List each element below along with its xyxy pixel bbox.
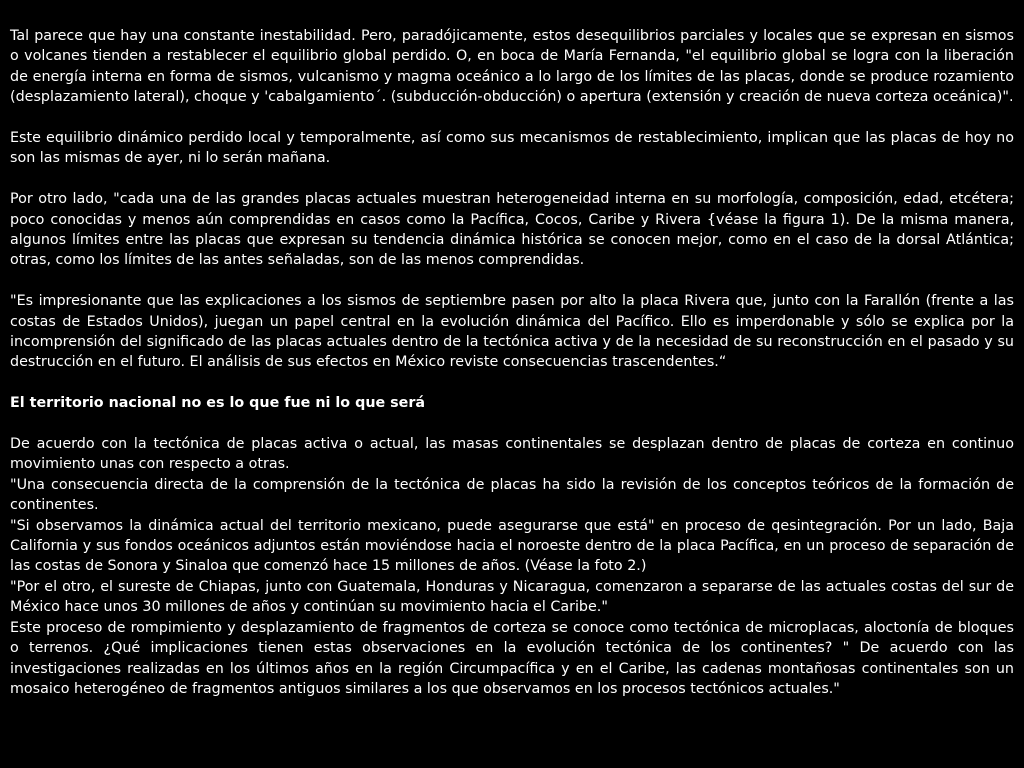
- paragraph-microplacas: Este proceso de rompimiento y desplazamiento de fragmentos de corteza se conoce como tectónica de microplacas, aloctonía de bloques o terrenos. ¿Qué implicaciones tienen estas observaciones en la evolución tectónica de los continentes? " De acuerdo con las investigaciones realizadas en los últimos años en la región Circumpacífica y en el Caribe, las cadenas montañosas continentales son un mosaico heterogéneo de fragmentos antiguos similares a los que observamos en los procesos tectónicos actuales.": [10, 619, 1014, 697]
- paragraph-sureste-chiapas: "Por el otro, el sureste de Chiapas, junto con Guatemala, Honduras y Nicaragua, comenzaron a separarse de las actuales costas del sur de México hace unos 30 millones de años y continúan su movimiento hacia el Caribe.": [10, 578, 1014, 616]
- paragraph-consecuencia-directa: "Una consecuencia directa de la comprensión de la tectónica de placas ha sido la revisión de los conceptos teóricos de la formación de continentes.: [10, 476, 1014, 514]
- paragraph-gap: [10, 414, 1014, 434]
- paragraph-gap: [10, 271, 1014, 291]
- paragraph-placa-rivera: "Es impresionante que las explicaciones a los sismos de septiembre pasen por alto la placa Rivera que, junto con la Farallón (frente a las costas de Estados Unidos), juegan un papel central en la evolución dinámica del Pacífico. Ello es imperdonable y sólo se explica por la incomprensión del significado de las placas actuales dentro de la tectónica activa y de la necesidad de su reconstrucción en el pasado y su destrucción en el futuro. El análisis de sus efectos en México reviste consecuencias trascendentes.“: [10, 293, 1014, 371]
- paragraph-territorio-mexicano: "Si observamos la dinámica actual del territorio mexicano, puede asegurarse que está" en proceso de qesintegración. Por un lado, Baja California y sus fondos oceánicos adjuntos están moviéndose hacia el noroeste dentro de la placa Pacífica, en un proceso de separación de las costas de Sonora y Sinaloa que comenzó hace 15 millones de años. (Véase la foto 2.): [10, 517, 1014, 575]
- paragraph-gap: [10, 108, 1014, 128]
- paragraph-masas-continentales: De acuerdo con la tectónica de placas activa o actual, las masas continentales se desplazan dentro de placas de corteza en continuo movimiento unas con respecto a otras.: [10, 436, 1014, 473]
- paragraph-heterogeneidad: Por otro lado, "cada una de las grandes placas actuales muestran heterogeneidad interna en su morfología, composición, edad, etcétera; poco conocidas y menos aún comprendidas en casos como la Pacífica, Cocos, Caribe y Rivera {véase la figura 1). De la misma manera, algunos límites entre las placas que expresan su tendencia dinámica histórica se conocen mejor, como en el caso de la dorsal Atlántica; otras, como los límites de las antes señaladas, son de las menos comprendidas.: [10, 191, 1014, 269]
- paragraph-gap: [10, 373, 1014, 393]
- section-heading: El territorio nacional no es lo que fue ni lo que será: [10, 395, 426, 412]
- paragraph-inestabilidad: Tal parece que hay una constante inestabilidad. Pero, paradójicamente, estos desequilibrios parciales y locales que se expresan en sismos o volcanes tienden a restablecer el equilibrio global perdido. O, en boca de María Fernanda, "el equilibrio global se logra con la liberación de energía interna en forma de sismos, vulcanismo y magma oceánico a lo largo de los límites de las placas, donde se produce rozamiento (desplazamiento lateral), choque y 'cabalgamiento´. (subducción-obducción) o apertura (extensión y creación de nueva corteza oceánica)".: [10, 28, 1014, 106]
- paragraph-equilibrio-dinamico: Este equilibrio dinámico perdido local y temporalmente, así como sus mecanismos de restablecimiento, implican que las placas de hoy no son las mismas de ayer, ni lo serán mañana.: [10, 130, 1014, 167]
- paragraph-gap: [10, 169, 1014, 189]
